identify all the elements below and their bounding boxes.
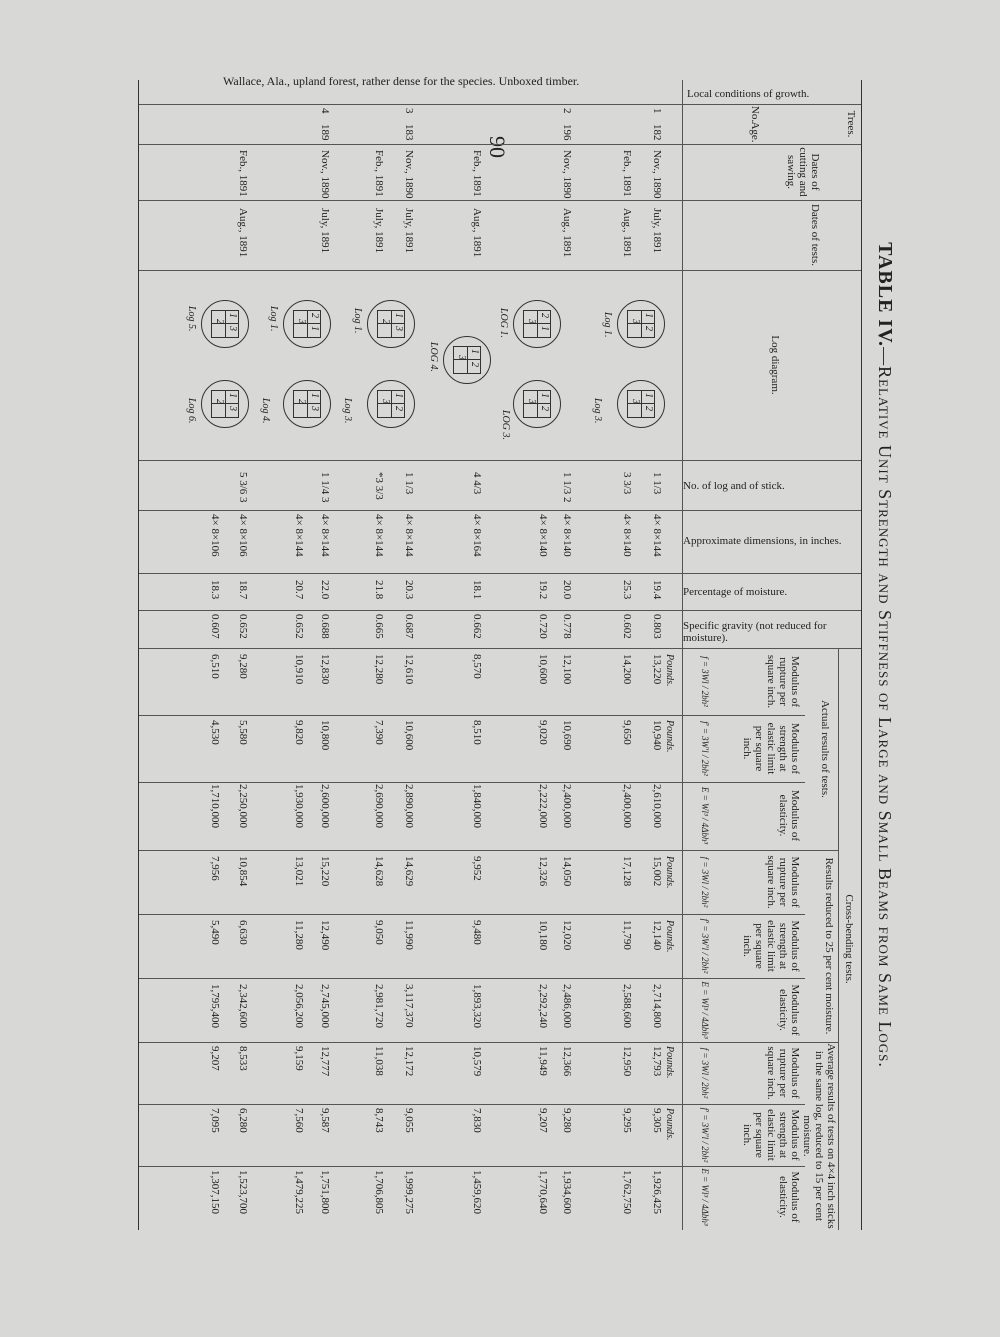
cell-a_rup: 13,220 xyxy=(651,654,663,685)
cell-r_str: 12,490 xyxy=(319,920,331,951)
log-label: LOG 3. xyxy=(500,410,511,441)
formula-elasticity: E = Wl³ / 4Δbh³ xyxy=(700,786,710,845)
cell-v_str: 9,305 xyxy=(651,1108,663,1133)
cell-r_el: 2,981,720 xyxy=(373,984,385,1028)
subheader-elasticity: Modulus of elasticity. xyxy=(777,984,801,1036)
cell-r_str: 12,020 xyxy=(561,920,573,951)
page-number: 90 xyxy=(485,136,510,158)
formula-strength: f′ = 3W′l / 2bh² xyxy=(700,1107,710,1163)
cell-moist: 19.2 xyxy=(537,580,549,600)
cell-v_str: 8,743 xyxy=(373,1108,385,1133)
table-title xyxy=(873,70,896,1240)
cell-dim: 4× 8×144 xyxy=(373,514,385,557)
cell-v_rup: 12,950 xyxy=(621,1046,633,1077)
log-cross-section: 1 2 3 xyxy=(617,380,665,428)
cell-v_rup: 12,172 xyxy=(403,1046,415,1077)
cell-stick: 1 1/3 xyxy=(403,472,415,495)
cell-v_rup: 12,366 xyxy=(561,1046,573,1077)
cell-r_rup: 14,050 xyxy=(561,856,573,887)
cell-age: 183 xyxy=(403,124,415,141)
cell-tree: 3 xyxy=(403,108,415,114)
cell-r_str: 9,050 xyxy=(373,920,385,945)
data-table xyxy=(138,74,862,1230)
cell-dim: 4× 8×106 xyxy=(209,514,221,557)
cell-v_rup: 9,207 xyxy=(209,1046,221,1071)
formula-elasticity: E = Wl³ / 4Δbh³ xyxy=(700,981,710,1039)
cell-dim: 4× 8×144 xyxy=(403,514,415,557)
cell-sg: 0.652 xyxy=(293,614,305,639)
cell-sg: 0.803 xyxy=(651,614,663,639)
cell-cut: Feb., 1891 xyxy=(237,150,249,197)
table-title-text: —Relative Unit Strength and Stiffness of Large and Small Beams from Same Logs. xyxy=(875,347,895,1068)
cell-a_el: 2,400,000 xyxy=(621,784,633,828)
cell-a_str: 8,510 xyxy=(471,720,483,745)
cell-r_rup: 7,956 xyxy=(209,856,221,881)
cell-test: July, 1891 xyxy=(373,208,385,254)
cell-a_el: 1,840,000 xyxy=(471,784,483,828)
cell-r_el: 1,795,400 xyxy=(209,984,221,1028)
header-age: Age. xyxy=(749,121,761,143)
header-tests: Dates of tests. xyxy=(809,203,821,266)
subheader-elasticity: Modulus of elasticity. xyxy=(777,1171,801,1223)
cell-v_str: 7,830 xyxy=(471,1108,483,1133)
local-conditions: Wallace, Ala., upland forest, rather dense for the species. Unboxed timber. xyxy=(222,74,580,88)
cell-cut: Feb., 1891 xyxy=(621,150,633,197)
cell-a_rup: 10,910 xyxy=(293,654,305,685)
cell-v_str: 9,280 xyxy=(561,1108,573,1133)
log-label: Log 1. xyxy=(268,306,279,332)
cell-dim: 4× 8×140 xyxy=(561,514,573,557)
cell-a_el: 1,710,000 xyxy=(209,784,221,828)
cell-a_str: 4,530 xyxy=(209,720,221,745)
cell-sg: 0.778 xyxy=(561,614,573,639)
cell-r_rup: 13,021 xyxy=(293,856,305,887)
cell-v_el: 1,479,225 xyxy=(293,1170,305,1214)
cell-v_el: 1,762,750 xyxy=(621,1170,633,1214)
log-cross-section: 1 2 3 xyxy=(367,380,415,428)
formula-rupture: f = 3Wl / 2bh² xyxy=(700,656,710,707)
cell-v_str: 9,587 xyxy=(319,1108,331,1133)
cell-v_rup: 11,949 xyxy=(537,1046,549,1076)
cell-a_rup: 8,570 xyxy=(471,654,483,679)
cell-dim: 4× 8×106 xyxy=(237,514,249,557)
header-gravity: Specific gravity (not reduced for moisture). xyxy=(683,620,827,644)
cell-a_rup: 12,280 xyxy=(373,654,385,685)
cell-a_str: 10,600 xyxy=(403,720,415,751)
cell-a_rup: 12,100 xyxy=(561,654,573,685)
cell-a_rup: 10,600 xyxy=(537,654,549,685)
cell-a_rup: 9,280 xyxy=(237,654,249,679)
cell-v_str: 9,055 xyxy=(403,1108,415,1133)
cell-r_rup: 17,128 xyxy=(621,856,633,887)
cell-r_el: 2,588,600 xyxy=(621,984,633,1028)
cell-dim: 4× 8×144 xyxy=(319,514,331,557)
cell-moist: 19.4 xyxy=(651,580,663,600)
header-dims: Approximate dimensions, in inches. xyxy=(683,535,842,547)
cell-r_rup: 10,854 xyxy=(237,856,249,887)
log-label: Log 1. xyxy=(352,308,363,334)
cell-v_el: 1,926,425 xyxy=(651,1170,663,1214)
cell-a_el: 2,890,000 xyxy=(403,784,415,828)
header-trees: Trees. xyxy=(845,110,857,138)
cell-a_str: 10,690 xyxy=(561,720,573,751)
cell-r_str: 12,140 xyxy=(651,920,663,951)
cell-v_rup: 8,533 xyxy=(237,1046,249,1071)
cell-a_el: 2,690,000 xyxy=(373,784,385,828)
cell-r_el: 2,486,000 xyxy=(561,984,573,1028)
cell-r_str: 10,180 xyxy=(537,920,549,951)
cell-moist: 18.1 xyxy=(471,580,483,600)
cell-stick: 1 1/3 xyxy=(651,472,663,495)
cell-stick: 4 4/3 xyxy=(471,472,483,495)
unit-pounds: Pounds. xyxy=(664,654,675,687)
cell-cut: Nov., 1890 xyxy=(403,150,415,199)
cell-r_str: 11,790 xyxy=(621,920,633,950)
cell-sg: 0.602 xyxy=(621,614,633,639)
cell-r_el: 2,745,000 xyxy=(319,984,331,1028)
cell-stick: 1 1/4 3 xyxy=(319,472,331,503)
cell-v_el: 1,706,805 xyxy=(373,1170,385,1214)
header-local: Local conditions of growth. xyxy=(687,88,810,100)
cell-cut: Feb., 1891 xyxy=(471,150,483,197)
log-label: Log 5. xyxy=(186,306,197,332)
cell-v_str: 9,295 xyxy=(621,1108,633,1133)
cell-stick: 5 3/6 3 xyxy=(237,472,249,503)
log-cross-section: 1 2 3 xyxy=(617,300,665,348)
cell-v_rup: 10,579 xyxy=(471,1046,483,1077)
unit-pounds: Pounds. xyxy=(664,720,675,753)
cell-a_el: 2,250,000 xyxy=(237,784,249,828)
cell-r_rup: 14,628 xyxy=(373,856,385,887)
log-cross-section: 2 1 3 xyxy=(513,300,561,348)
formula-strength: f′ = 3W′l / 2bh² xyxy=(700,721,710,776)
cell-sg: 0.652 xyxy=(237,614,249,639)
cell-sg: 0.720 xyxy=(537,614,549,639)
cell-v_el: 1,751,800 xyxy=(319,1170,331,1214)
log-cross-section: 2 1 3 xyxy=(283,300,331,348)
cell-age: 196 xyxy=(561,124,573,141)
cell-r_el: 1,893,320 xyxy=(471,984,483,1028)
cell-r_el: 2,342,600 xyxy=(237,984,249,1028)
cell-a_str: 10,940 xyxy=(651,720,663,751)
log-label: Log 4. xyxy=(260,398,271,424)
log-cross-section: 1 3 2 xyxy=(283,380,331,428)
cell-dim: 4× 8×140 xyxy=(537,514,549,557)
subheader-rupture: Modulus of rupture per square inch. xyxy=(765,1046,801,1100)
cell-dim: 4× 8×144 xyxy=(651,514,663,557)
cell-cut: Nov., 1890 xyxy=(561,150,573,199)
cell-tree: 1 xyxy=(651,108,663,114)
log-cross-section: 1 2 3 xyxy=(443,336,491,384)
cell-age: 189 xyxy=(319,124,331,141)
formula-elasticity: E = Wl³ / 4Δbh³ xyxy=(700,1168,710,1226)
header-no: No. xyxy=(749,105,761,123)
cell-r_str: 6,630 xyxy=(237,920,249,945)
cell-test: Aug., 1891 xyxy=(621,208,633,258)
cell-test: July, 1891 xyxy=(403,208,415,254)
cell-sg: 0.607 xyxy=(209,614,221,639)
header-reduced: Results reduced to 25 per cent moisture. xyxy=(823,857,835,1035)
log-cross-section: 1 3 2 xyxy=(201,380,249,428)
formula-strength: f′ = 3W′l / 2bh² xyxy=(700,918,710,974)
rotated-table-block xyxy=(135,70,910,1240)
cell-moist: 25.3 xyxy=(621,580,633,600)
cell-r_rup: 9,952 xyxy=(471,856,483,881)
cell-a_el: 2,600,000 xyxy=(319,784,331,828)
cell-test: July, 1891 xyxy=(651,208,663,254)
cell-age: 182 xyxy=(651,124,663,141)
cell-test: July, 1891 xyxy=(319,208,331,254)
cell-r_str: 11,990 xyxy=(403,920,415,950)
cell-a_el: 1,930,000 xyxy=(293,784,305,828)
cell-v_str: 6,280 xyxy=(237,1108,249,1133)
cell-r_rup: 12,326 xyxy=(537,856,549,887)
subheader-strength: Modulus of strength at elastic limit per square inch. xyxy=(741,722,801,775)
cell-r_rup: 14,629 xyxy=(403,856,415,887)
cell-sg: 0.687 xyxy=(403,614,415,639)
cell-a_str: 9,820 xyxy=(293,720,305,745)
cell-moist: 20.3 xyxy=(403,580,415,600)
cell-v_el: 1,523,700 xyxy=(237,1170,249,1214)
cell-dim: 4× 8×144 xyxy=(293,514,305,557)
cell-v_str: 7,095 xyxy=(209,1108,221,1133)
unit-pounds: Pounds. xyxy=(664,1046,675,1079)
cell-r_str: 11,280 xyxy=(293,920,305,950)
cell-test: Aug., 1891 xyxy=(237,208,249,258)
cell-tree: 2 xyxy=(561,108,573,114)
cell-sg: 0.688 xyxy=(319,614,331,639)
table-title-prefix: TABLE IV. xyxy=(874,242,896,348)
header-diagram: Log diagram. xyxy=(769,335,781,395)
cell-a_el: 2,400,000 xyxy=(561,784,573,828)
cell-v_rup: 12,793 xyxy=(651,1046,663,1077)
cell-stick: *3 3/3 xyxy=(373,472,385,500)
cell-moist: 21.8 xyxy=(373,580,385,600)
log-label: Log 1. xyxy=(602,312,613,338)
cell-r_el: 3,117,370 xyxy=(403,984,415,1028)
cell-cut: Nov., 1890 xyxy=(651,150,663,199)
cell-test: Aug., 1891 xyxy=(471,208,483,258)
unit-pounds: Pounds. xyxy=(664,920,675,953)
log-label: Log 6. xyxy=(186,398,197,424)
log-label: Log 3. xyxy=(592,398,603,424)
cell-stick: 1 1/3 2 xyxy=(561,472,573,503)
cell-a_rup: 12,830 xyxy=(319,654,331,685)
cell-moist: 22.0 xyxy=(319,580,331,600)
cell-tree: 4 xyxy=(319,108,331,114)
subheader-strength: Modulus of strength at elastic limit per square inch. xyxy=(741,1109,801,1161)
cell-v_str: 7,560 xyxy=(293,1108,305,1133)
cell-cut: Nov., 1890 xyxy=(319,150,331,199)
cell-v_str: 9,207 xyxy=(537,1108,549,1133)
cell-r_str: 5,490 xyxy=(209,920,221,945)
cell-moist: 20.0 xyxy=(561,580,573,600)
cell-r_rup: 15,002 xyxy=(651,856,663,887)
cell-a_rup: 12,610 xyxy=(403,654,415,685)
log-cross-section: 1 3 2 xyxy=(201,300,249,348)
subheader-strength: Modulus of strength at elastic limit per square inch. xyxy=(741,920,801,972)
cell-r_el: 2,292,240 xyxy=(537,984,549,1028)
header-stick: No. of log and of stick. xyxy=(683,480,785,492)
cell-dim: 4× 8×164 xyxy=(471,514,483,557)
log-cross-section: 1 3 2 xyxy=(367,300,415,348)
subheader-elasticity: Modulus of elasticity. xyxy=(777,789,801,842)
cell-v_rup: 12,777 xyxy=(319,1046,331,1077)
cell-a_str: 5,580 xyxy=(237,720,249,745)
cell-a_str: 10,800 xyxy=(319,720,331,751)
cell-a_str: 9,020 xyxy=(537,720,549,745)
cell-v_el: 1,459,620 xyxy=(471,1170,483,1214)
cell-v_el: 1,307,150 xyxy=(209,1170,221,1214)
cell-v_rup: 11,038 xyxy=(373,1046,385,1076)
cell-a_rup: 6,510 xyxy=(209,654,221,679)
cell-a_el: 2,610,000 xyxy=(651,784,663,828)
cell-sg: 0.665 xyxy=(373,614,385,639)
formula-rupture: f = 3Wl / 2bh² xyxy=(700,856,710,908)
cell-sg: 0.662 xyxy=(471,614,483,639)
cell-test: Aug., 1891 xyxy=(561,208,573,258)
cell-a_str: 7,390 xyxy=(373,720,385,745)
cell-r_rup: 15,220 xyxy=(319,856,331,887)
cell-a_str: 9,650 xyxy=(621,720,633,745)
cell-dim: 4× 8×140 xyxy=(621,514,633,557)
cell-stick: 3 3/3 xyxy=(621,472,633,495)
header-cross: Cross-bending tests. xyxy=(843,894,855,984)
log-label: LOG 4. xyxy=(428,342,439,373)
log-label: LOG 1. xyxy=(498,308,509,339)
cell-r_el: 2,714,800 xyxy=(651,984,663,1028)
log-cross-section: 1 2 3 xyxy=(513,380,561,428)
cell-v_rup: 9,159 xyxy=(293,1046,305,1071)
cell-moist: 18.7 xyxy=(237,580,249,600)
unit-pounds: Pounds. xyxy=(664,856,675,889)
header-cutting: Dates of cutting and sawing. xyxy=(785,147,821,197)
cell-r_el: 2,056,200 xyxy=(293,984,305,1028)
cell-r_str: 9,480 xyxy=(471,920,483,945)
cell-cut: Feb., 1891 xyxy=(373,150,385,197)
cell-v_el: 1,999,275 xyxy=(403,1170,415,1214)
unit-pounds: Pounds. xyxy=(664,1108,675,1141)
cell-v_el: 1,934,600 xyxy=(561,1170,573,1214)
cell-a_rup: 14,200 xyxy=(621,654,633,685)
cell-moist: 20.7 xyxy=(293,580,305,600)
formula-rupture: f = 3Wl / 2bh² xyxy=(700,1047,710,1099)
cell-v_el: 1,770,640 xyxy=(537,1170,549,1214)
header-actual: Actual results of tests. xyxy=(819,700,831,798)
cell-moist: 18.3 xyxy=(209,580,221,600)
log-label: Log 3. xyxy=(342,398,353,424)
cell-a_el: 2,222,000 xyxy=(537,784,549,828)
subheader-rupture: Modulus of rupture per square inch. xyxy=(765,855,801,909)
header-average: Average results of tests on 4×4 inch sticks in the same log, reduced to 15 per cent moisture. xyxy=(801,1043,837,1229)
subheader-rupture: Modulus of rupture per square inch. xyxy=(765,654,801,709)
header-moisture: Percentage of moisture. xyxy=(683,586,788,598)
